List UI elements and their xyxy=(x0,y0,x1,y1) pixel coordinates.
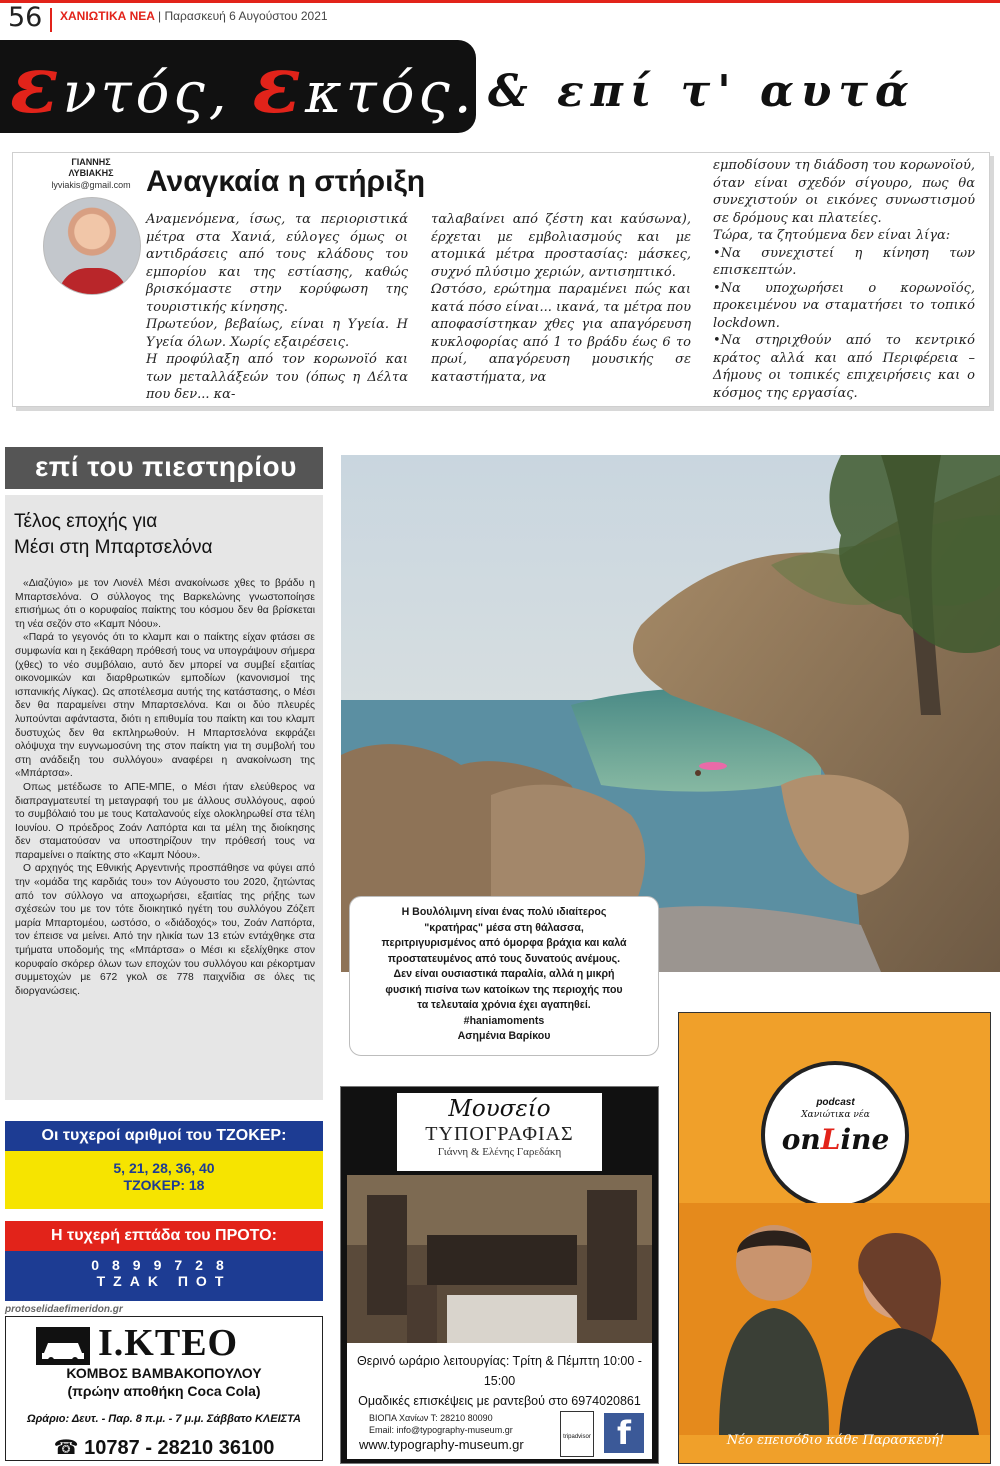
podcast-title-l: L xyxy=(820,1123,841,1156)
proto-title: Η τυχερή επτάδα του ΠΡΟΤΟ: xyxy=(5,1221,323,1251)
podcast-title xyxy=(679,1123,991,1156)
article-title-line-2: Μέσι στη Μπαρτσελόνα xyxy=(14,537,213,558)
top-bar xyxy=(0,0,1000,36)
kteo-phone xyxy=(6,1435,322,1460)
source-watermark: protoselidaefimeridon.gr xyxy=(5,1304,123,1315)
article-paragraph: Ο αρχηγός της Εθνικής Αργεντινής προσπάθησε να φύγει από την «ομάδα της καρδιάς του» τον Αύγουστο του 2020, ζητώντας από τον σύλλογο να αποχωρήσει, εξαιτίας της ρήξης των σχέσεών του με τον τότε διοικητικό ηγέτη του συλλόγου Ζόζεπ μαρία Μπαρτομέου, ωστόσο, ο «διάδοχός» του, Ζοάν Λαπόρτα, τον έπεισε να μείνει. Από την ηλικία των 13 ετών εντάχθηκε στα τμήματα υποδομής της «Μπάρτσα» ο Μέσι κι εξελίχθηκε στον κορυφαίο σκόρερ όλων των εποχών του συλλόγου και ρέκορτμαν συμμετοχών με 672 γκολ σε 778 παιχνίδια σε όλες τις διοργανώσεις. xyxy=(15,863,315,997)
issue-date: | Παρασκευή 6 Αυγούστου 2021 xyxy=(158,9,328,23)
opinion-column-3 xyxy=(713,157,975,402)
top-red-line xyxy=(0,0,1000,3)
opinion-box xyxy=(12,152,990,407)
caption-hashtag: #haniamoments xyxy=(463,1014,545,1027)
phone-icon: ☎ xyxy=(53,1437,79,1459)
author-email: lyviakis@gmail.com xyxy=(51,180,131,190)
opinion-paragraph: Ωστόσο, ερώτημα παραμένει πώς και κατά πόσο είναι... ικανά, τα μέτρα που αποφασίστηκαν χθες για απαγόρευση κυκλοφορίας από 1 το βράδυ έως 6 το πρωί, απαγόρευση μουσικής σε καταστήματα, να xyxy=(431,282,691,385)
podcast-subtitle: Χανιώτικα νέα xyxy=(801,1110,870,1120)
opinion-column-2 xyxy=(431,211,691,386)
opinion-bullet: •Να στηριχθούν από το κεντρικό κράτος αλλά και από Περιφέρεια – Δήμους οι τοπικές επιχειρήσεις και ο κόσμος της εργασίας. xyxy=(713,333,975,401)
museum-info xyxy=(347,1343,652,1409)
museum-footer xyxy=(347,1409,652,1459)
opinion-title: Αναγκαία η στήριξη xyxy=(146,165,426,198)
kteo-ad xyxy=(5,1316,323,1461)
author-photo xyxy=(43,197,141,295)
kteo-location-note: (πρώην αποθήκη Coca Cola) xyxy=(67,1383,261,1399)
podcast-ad xyxy=(678,1012,991,1464)
opinion-paragraph: εμποδίσουν τη διάδοση του κορωνοϊού, όταν είναι σχεδόν σίγουρο, πως θα συνεχιστούν οι εικόνες συνωστισμού σε δρόμους και πλατείες. xyxy=(713,158,975,226)
museum-address: ΒΙΟΠΑ Χανίων Τ: 28210 80090 xyxy=(369,1413,493,1423)
museum-email: Email: info@typography-museum.gr xyxy=(369,1425,513,1435)
masthead-letter-2: ε xyxy=(252,37,305,131)
opinion-paragraph: Η προφύλαξη από τον κορωνοϊό και των μεταλλάξεών του (όπως η Δέλτα που δεν... κα- xyxy=(146,352,408,402)
opinion-paragraph: Αναμενόμενα, ίσως, τα περιοριστικά μέτρα στα Χανιά, εύλογες όμως οι αντιδράσεις από τους κλάδους του εμπορίου και της εστίασης, καθώς βρισκόμαστε στην κορύφωση της τουριστικής κίνησης. xyxy=(146,212,408,315)
opinion-paragraph: Τώρα, τα ζητούμενα δεν είναι λίγα: xyxy=(713,228,951,243)
museum-logo-top: Μουσείο xyxy=(448,1096,551,1122)
masthead-word-1: ντός, xyxy=(62,61,231,126)
press-section-header xyxy=(5,447,323,489)
podcast-title-on: on xyxy=(781,1123,821,1156)
podcast-footer: Νέο επεισόδιο κάθε Παρασκευή! xyxy=(726,1433,945,1448)
messi-article xyxy=(5,495,323,1100)
pink-float xyxy=(699,762,727,770)
page-number: 56 xyxy=(8,2,43,33)
caption-line: περιτριγυρισμένος από όμορφα βράχια και καλά xyxy=(381,937,627,949)
kteo-phone-number: 10787 - 28210 36100 xyxy=(84,1437,275,1459)
article-body xyxy=(15,577,315,998)
kteo-hours: Ωράριο: Δευτ. - Παρ. 8 π.μ. - 7 μ.μ. Σάββατο ΚΛΕΙΣΤΑ xyxy=(27,1413,301,1425)
landscape-illustration xyxy=(341,455,1000,972)
article-title xyxy=(14,509,314,561)
museum-website: www.typography-museum.gr xyxy=(359,1437,524,1452)
typography-museum-ad xyxy=(340,1086,659,1464)
vouloliimni-photo xyxy=(341,455,1000,972)
author-name-line-1: ΓΙΑΝΝΗΣ xyxy=(71,157,111,167)
tripadvisor-icon: tripadvisor xyxy=(560,1411,594,1457)
author-name xyxy=(49,157,133,179)
article-paragraph: «Διαζύγιο» με τον Λιονέλ Μέσι ανακοίνωσε χθες το βράδυ η Μπαρτσελόνα. Ο σύλλογος της Βαρκελώνης γνωστοποίησε επισήμως ότι ο κορυφαίος παίκτης του κόσμου δεν θα βρίσκεται τη νέα σεζόν στο «Καμπ Νόου». xyxy=(15,578,315,630)
masthead-title xyxy=(10,37,520,134)
paper-name: ΧΑΝΙΩΤΙΚΑ ΝΕΑ xyxy=(60,9,155,23)
kteo-name: Ι.ΚΤΕΟ xyxy=(98,1322,239,1364)
museum-groups: Ομαδικές επισκέψεις με ραντεβού στο 6974020861 xyxy=(358,1394,641,1408)
museum-logo-sub: Γιάννη & Ελένης Γαρεδάκη xyxy=(437,1146,562,1158)
opinion-bullet: •Να συνεχιστεί η κίνηση των επισκεπτών. xyxy=(713,245,975,278)
caption-line: Δεν είναι ουσιαστικά παραλία, αλλά η μικρή xyxy=(393,968,615,980)
masthead-subtitle: & επί τ' αυτά xyxy=(488,66,916,117)
joker-numbers: 5, 21, 28, 36, 40 xyxy=(113,1160,215,1176)
podcast-title-ine: ine xyxy=(840,1123,890,1156)
facebook-icon: f xyxy=(604,1413,644,1453)
car-inspection-icon xyxy=(36,1327,90,1365)
museum-logo xyxy=(397,1093,602,1171)
opinion-paragraph: ταλαβαίνει από ζέστη και καύσωνα), έρχεται με εμβολιασμούς και με ατομικά μέτρα προστασίας: μάσκες, συχνό πλύσιμο χεριών, αντισηπτικό. xyxy=(431,212,691,280)
article-paragraph: Οπως μετέδωσε το ΑΠΕ-ΜΠΕ, ο Μέσι ήταν ελεύθερος να διαπραγματευτεί τη μεταγραφή του με άλλους συλλόγους, αφού το συμβόλαιό του με τους Καταλανούς είχε ολοκληρωθεί στα τέλη Ιουνίου. Ο πρόεδρος Ζοάν Λαπόρτα και τα μέλη της διοίκησης δεν σταματούσαν να υποστηρίζουν την πρόθεσή τους να παραμείνει ο παίκτης στο «Καμπ Νόου». xyxy=(15,781,315,861)
article-paragraph: «Παρά το γεγονός ότι το κλαμπ και ο παίκτης είχαν φτάσει σε συμφωνία και η ξεκάθαρη πρόθεσή τους να υπογράψουν σήμερα (χθες) το νέο συμβόλαιο, αυτό δεν μπορεί να συμβεί εξαιτίας οικονομικών και διαρθρωτικών εμποδίων (κανονισμοί της ισπανικής Λίγκας). Ως αποτέλεσμα αυτής της κατάστασης, ο Μέσι δεν θα παραμείνει στην Μπαρτσελόνα. Και οι δύο πλευρές λυπούνται αφάνταστα, διότι η επιθυμία του παίκτη και του κλαμπ δυστυχώς δεν θα εκπληρωθούν. Η Μπαρτσελόνα εκφράζει ολόψυχα την ευγνωμοσύνη της στον παίκτη για τη συμβολή του στη ανάδειξη του συλλόγου» αναφέρει η ανακοίνωση της «Μπάρτσα». xyxy=(15,632,315,780)
caption-line: τα τελευταία χρόνια έχει αγαπηθεί. xyxy=(417,999,591,1011)
author-name-line-2: ΛΥΒΙΑΚΗΣ xyxy=(68,168,114,178)
proto-numbers: 0899728 xyxy=(91,1257,237,1273)
swimmer xyxy=(695,770,701,776)
proto-jackpot: ΤΖΑΚ ΠΟΤ xyxy=(96,1273,232,1289)
caption-line: Η Βουλόλιμνη είναι ένας πολύ ιδιαίτερος xyxy=(401,906,607,918)
photo-caption xyxy=(349,896,659,1056)
caption-line: φυσική πισίνα των κατοίκων της περιοχής που xyxy=(385,983,623,996)
opinion-paragraph: Πρωτεύον, βεβαίως, είναι η Υγεία. Η Υγεία όλων. Χωρίς εξαιρέσεις. xyxy=(146,317,408,350)
press-section-title: επί του πιεστηρίου xyxy=(35,451,297,482)
joker-number: ΤΖΟΚΕΡ: 18 xyxy=(123,1177,205,1193)
podcast-tag: podcast xyxy=(816,1097,855,1108)
joker-results xyxy=(5,1151,323,1209)
proto-results xyxy=(5,1251,323,1301)
museum-logo-main: ΤΥΠΟΓΡΑΦΙΑΣ xyxy=(425,1123,574,1145)
opinion-bullet: •Να υποχωρήσει ο κορωνοϊός, προκειμένου να σταματήσει το τοπικό lockdown. xyxy=(713,280,975,331)
masthead-word-2: κτός... xyxy=(305,61,520,126)
opinion-column-1 xyxy=(146,211,408,404)
joker-title: Οι τυχεροί αριθμοί του ΤΖΟΚΕΡ: xyxy=(5,1121,323,1151)
header-separator xyxy=(50,8,52,32)
article-title-line-1: Τέλος εποχής για xyxy=(14,511,158,532)
podcast-hosts-illustration xyxy=(679,1203,991,1435)
caption-credit: Ασημένια Βαρίκου xyxy=(457,1030,551,1042)
museum-hours: Θερινό ωράριο λειτουργίας: Τρίτη & Πέμπτη 10:00 - 15:00 xyxy=(357,1354,642,1388)
kteo-location: ΚΟΜΒΟΣ ΒΑΜΒΑΚΟΠΟΥΛΟΥ xyxy=(66,1365,262,1381)
author-shirt xyxy=(58,268,128,295)
caption-line: "κρατήρας" μέσα στη θάλασσα, xyxy=(424,921,584,934)
masthead-letter-1: ε xyxy=(10,37,63,131)
caption-line: προστατευμένος από τους δυνατούς ανέμους. xyxy=(387,952,621,965)
